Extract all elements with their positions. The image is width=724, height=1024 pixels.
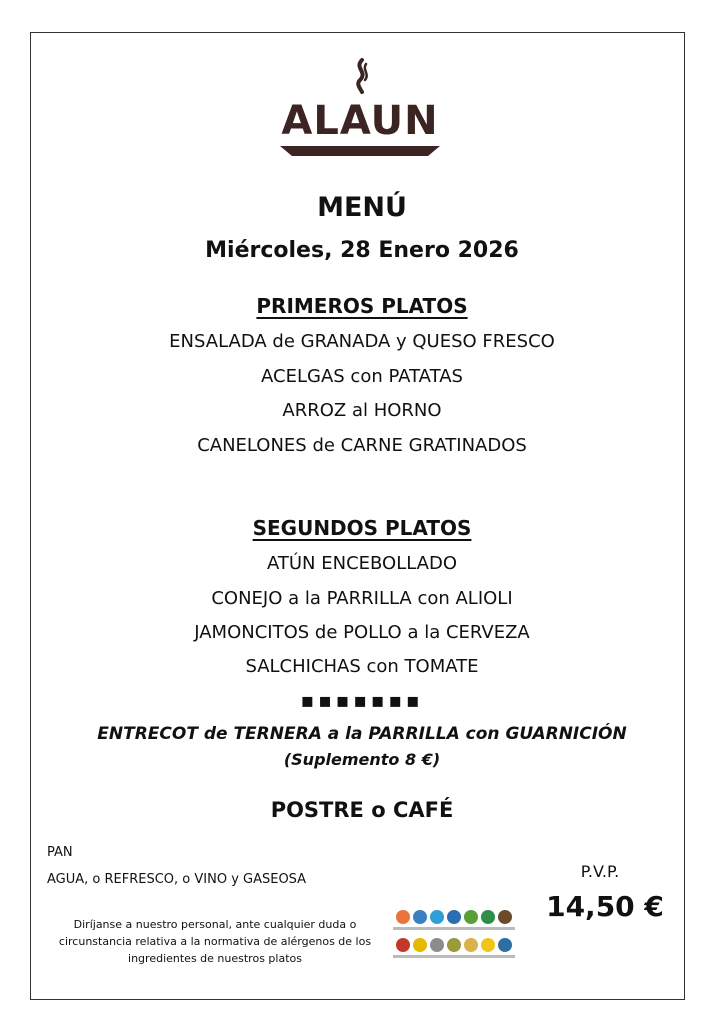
primeros-heading: PRIMEROS PLATOS	[256, 294, 468, 318]
includes-bread: PAN	[47, 845, 73, 860]
restaurant-logo	[278, 58, 442, 160]
allergen-icon	[481, 910, 495, 924]
price-value: 14,50 €	[546, 890, 664, 923]
allergen-icon	[498, 910, 512, 924]
special-dish: ENTRECOT de TERNERA a la PARRILLA con GUARNICIÓN	[97, 724, 627, 744]
logo-number: 14	[408, 146, 420, 156]
allergen-icon	[396, 938, 410, 952]
allergen-icon	[447, 938, 461, 952]
allergen-icon	[430, 938, 444, 952]
primeros-item: ACELGAS con PATATAS	[261, 366, 463, 387]
allergen-icon	[430, 910, 444, 924]
allergen-notice	[50, 916, 380, 967]
notice-line: Diríjanse a nuestro personal, ante cualquier duda o	[73, 918, 357, 931]
primeros-item: ENSALADA de GRANADA y QUESO FRESCO	[169, 331, 555, 352]
allergen-icon	[413, 910, 427, 924]
primeros-item: CANELONES de CARNE GRATINADOS	[197, 435, 527, 456]
allergen-caption	[495, 927, 515, 930]
menu-date: Miércoles, 28 Enero 2026	[205, 238, 519, 263]
includes-drinks: AGUA, o REFRESCO, o VINO y GASEOSA	[47, 872, 307, 887]
segundos-item: ATÚN ENCEBOLLADO	[266, 553, 458, 574]
separator-dots: ▪▪▪▪▪▪▪	[300, 688, 424, 712]
postre-line: POSTRE o CAFÉ	[270, 798, 454, 822]
notice-line: circunstancia relativa a la normativa de alérgenos de los	[58, 935, 372, 948]
allergen-icon	[498, 938, 512, 952]
allergen-caption	[495, 955, 515, 958]
price-label: P.V.P.	[580, 862, 620, 881]
allergen-icon	[396, 910, 410, 924]
special-supplement: (Suplemento 8 €)	[283, 750, 441, 769]
segundos-item: JAMONCITOS de POLLO a la CERVEZA	[194, 622, 530, 643]
logo-name: ALAUN	[281, 98, 439, 144]
segundos-item: CONEJO a la PARRILLA con ALIOLI	[211, 588, 513, 609]
allergen-icon	[464, 910, 478, 924]
menu-title: MENÚ	[317, 192, 407, 223]
notice-line: ingredientes de nuestros platos	[128, 952, 302, 965]
allergen-icon	[481, 938, 495, 952]
allergen-icon	[464, 938, 478, 952]
allergen-icon	[413, 938, 427, 952]
segundos-heading: SEGUNDOS PLATOS	[252, 516, 472, 540]
steam-icon	[350, 58, 372, 94]
primeros-item: ARROZ al HORNO	[282, 400, 442, 421]
segundos-item: SALCHICHAS con TOMATE	[245, 656, 479, 677]
allergen-icon	[447, 910, 461, 924]
allergen-icons	[395, 910, 520, 970]
